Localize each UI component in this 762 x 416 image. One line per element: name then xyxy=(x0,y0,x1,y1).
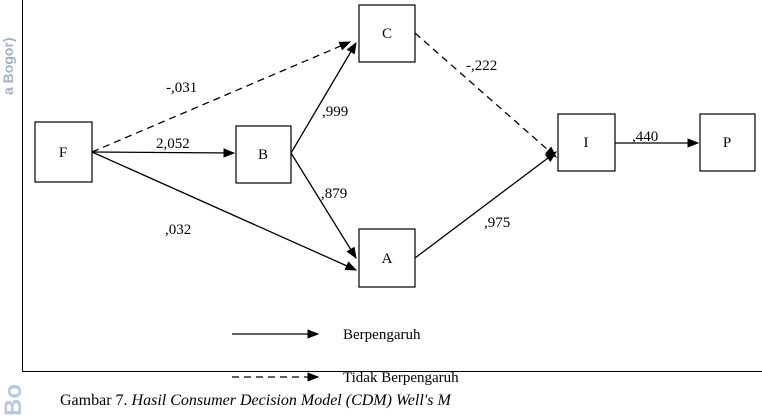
edge-label-i-p: ,440 xyxy=(632,129,659,145)
node-i-label: I xyxy=(583,135,589,151)
edge-b-a xyxy=(291,153,356,258)
watermark-bottom-text: Bo xyxy=(0,384,27,416)
edge-f-b xyxy=(92,152,234,153)
edge-label-f-b: 2,052 xyxy=(156,136,190,152)
node-a-label: A xyxy=(381,251,393,267)
node-f xyxy=(35,122,92,182)
edge-label-f-a: ,032 xyxy=(165,222,192,238)
edge-label-f-c: -,031 xyxy=(166,80,198,96)
edge-c-i xyxy=(415,33,556,157)
figure-caption: Gambar 7. Hasil Consumer Decision Model (CDM) Well's M xyxy=(60,392,451,409)
edge-label-b-a: ,879 xyxy=(321,186,348,202)
node-b-label: B xyxy=(257,147,269,163)
node-i xyxy=(558,114,615,171)
legend-solid-label: Berpengaruh xyxy=(343,327,421,343)
edge-label-b-c: ,999 xyxy=(322,104,349,120)
edge-label-c-i: -,222 xyxy=(466,58,498,74)
watermark-top-text: a Bogor) xyxy=(0,37,16,95)
edge-f-a xyxy=(92,152,356,270)
edge-a-i xyxy=(415,152,556,258)
node-c xyxy=(359,5,415,62)
node-p xyxy=(700,114,755,171)
edge-f-c xyxy=(92,42,350,152)
caption-title: Hasil Consumer Decision Model (CDM) Well's M xyxy=(131,392,451,409)
caption-label: Gambar 7 xyxy=(60,392,124,409)
edge-label-a-i: ,975 xyxy=(484,215,511,231)
edge-b-c xyxy=(291,43,356,153)
legend-dashed-label: Tidak Berpengaruh xyxy=(343,370,459,386)
node-f-label: F xyxy=(58,145,68,161)
node-b xyxy=(236,126,291,183)
node-p-label: P xyxy=(722,135,732,151)
node-a xyxy=(359,229,415,287)
legend xyxy=(232,327,459,386)
node-c-label: C xyxy=(381,26,393,42)
